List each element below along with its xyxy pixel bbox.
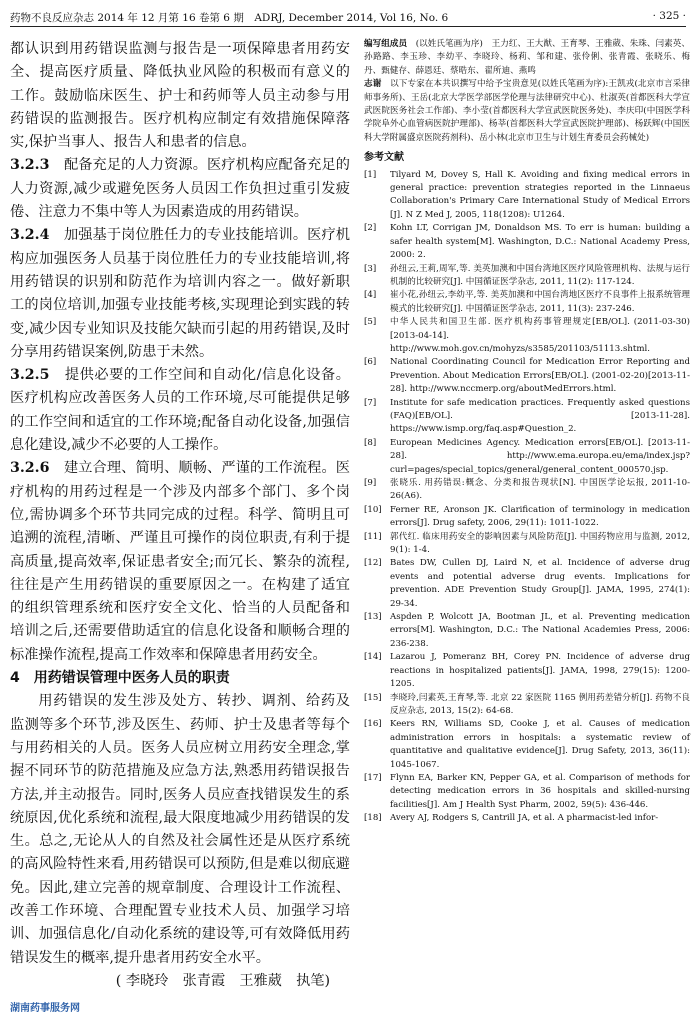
- section-text: 配备充足的人力资源。医疗机构应配备充足的人力资源,减少或避免医务人员因工作负担过重引发疲倦、注意力不集中等人为因素造成的用药错误。: [10, 157, 350, 221]
- section-3-2-4: [10, 224, 350, 364]
- reference-number: [7]: [364, 397, 377, 408]
- reference-text: 李晓玲,闫素英,王育琴,等. 北京 22 家医院 1165 例用药差错分析[J]. 药物不良反应杂志, 2013, 15(2): 64-68.: [390, 692, 690, 716]
- section-3-2-5: [10, 364, 350, 457]
- reference-item: [364, 718, 690, 772]
- reference-item: [364, 611, 690, 651]
- section-3-2-3: [10, 154, 350, 224]
- acknowledgement-label: 志谢: [364, 79, 382, 90]
- reference-number: [2]: [364, 223, 377, 234]
- reference-item: [364, 772, 690, 812]
- editors-paragraph: [364, 38, 690, 78]
- reference-text: 孙纽云,王莉,周军,等. 美英加澳和中国台湾地区医疗风险管理机构、法规与运行机制的比较研究[J]. 中国循证医学杂志, 2011, 11(2): 117-124.: [390, 263, 690, 287]
- reference-item: [364, 437, 690, 477]
- editors-label: 编写组成员: [364, 39, 408, 49]
- reference-item: [364, 504, 690, 531]
- acknowledgement-paragraph: [364, 78, 690, 145]
- running-header: [10, 8, 686, 27]
- reference-number: [4]: [364, 290, 377, 301]
- reference-text: Aspden P, Wolcott JA, Bootman JL, et al. Preventing medication errors[M]. Washington, D.C.: The National Academies Press, 2006: 236-238.: [390, 612, 690, 649]
- reference-number: [11]: [364, 531, 382, 542]
- section-number: 3.2.5: [10, 367, 50, 384]
- reference-number: [3]: [364, 263, 377, 274]
- reference-item: [364, 316, 690, 356]
- reference-item: [364, 397, 690, 437]
- paragraph-reporting: 都认识到用药错误监测与报告是一项保障患者用药安全、提高医疗质量、降低执业风险的积极而有意义的工作。鼓励临床医生、护士和药师等人员主动参与用药错误的监测报告。医疗机构应制定有效措施保障落实,保护当事人、报告人和患者的信息。: [10, 41, 350, 151]
- section-number: 3.2.4: [10, 227, 50, 244]
- reference-number: [16]: [364, 719, 382, 730]
- reference-text: 中华人民共和国卫生部. 医疗机构药事管理规定[EB/OL]. (2011-03-30)[2013-04-14]. http://www.moh.gov.cn/mohyzs/s3585/201103/51113.shtml.: [390, 317, 690, 354]
- reference-item: [364, 557, 690, 611]
- section-number: 3.2.3: [10, 157, 50, 174]
- editors-text: (以姓氏笔画为序) 王力红、王大猷、王育琴、王雅葳、朱珠、闫素英、孙路路、李玉珍、李幼平、李晓玲、杨莉、邹和建、张伶俐、张青霞、张晓乐、梅丹、甄健存、薛恩廷、蔡晧东、翟所迪、燕鸣: [364, 39, 690, 76]
- reference-item: [364, 651, 690, 691]
- reference-text: Avery AJ, Rodgers S, Cantrill JA, et al. A pharmacist-led infor-: [390, 813, 659, 824]
- reference-item: [364, 531, 690, 558]
- reference-item: [364, 692, 690, 719]
- section-text: 提供必要的工作空间和自动化/信息化设备。医疗机构应改善医务人员的工作环境,尽可能提供足够的工作空间和适宜的工作环境;配备自动化设备,加强信息化建设,减少不必要的人工操作。: [10, 367, 350, 454]
- section-4-paragraph: 用药错误的发生涉及处方、转抄、调剂、给药及监测等多个环节,涉及医生、药师、护士及患者等每个与用药相关的人员。医务人员应树立用药安全理念,掌握不同环节的防范措施及应急方法,熟悉用药错误报告方法,并主动报告。同时,医务人员应查找错误发生的系统原因,优化系统和流程,最大限度地减少用药错误的发生。总之,无论从人的自然及社会属性还是从医疗系统的高风险特性来看,用药错误可以预防,但是难以彻底避免。因此,建立完善的规章制度、合理设计工作流程、改善工作环境、合理配置专业技术人员、加强学习培训、加强信息化/自动化系统的建设等,可有效降低用药错误发生的概率,提升患者用药安全水平。: [10, 693, 350, 966]
- reference-number: [12]: [364, 558, 382, 569]
- reference-number: [18]: [364, 813, 382, 824]
- reference-text: Bates DW, Cullen DJ, Laird N, et al. Incidence of adverse drug events and potential adverse drug events. Implications for prevention. ADE Prevention Study Group[J]. JAMA, 1995, 274(1): 29-34.: [390, 558, 690, 609]
- reference-text: National Coordinating Council for Medication Error Reporting and Prevention. About Medication Errors[EB/OL]. (2001-02-20)[2013-11-28]. http://www.nccmerp.org/aboutMedErrors.html.: [390, 357, 690, 395]
- page-number: · 325 ·: [652, 10, 686, 22]
- reference-item: [364, 169, 690, 223]
- reference-text: Flynn EA, Barker KN, Pepper GA, et al. Comparison of methods for detecting medication errors in 36 hospitals and skilled-nursing facilities[J]. Am J Health Syst Pharm, 2002, 59(5): 436-446.: [390, 772, 690, 810]
- reference-number: [17]: [364, 772, 382, 783]
- reference-item: [364, 289, 690, 316]
- section-number: 3.2.6: [10, 460, 50, 477]
- reference-item: [364, 263, 690, 290]
- section-4-heading: 4 用药错误管理中医务人员的职责: [10, 670, 230, 687]
- reference-text: Kohn LT, Corrigan JM, Donaldson MS. To err is human: building a safer health system[M]. Washington, D.C.: National Academy Press, 2000: 2.: [390, 223, 690, 261]
- author-byline: ( 李晓玲 张青霞 王雅葳 执笔): [115, 972, 330, 989]
- section-text: 建立合理、简明、顺畅、严谨的工作流程。医疗机构的用药过程是一个涉及内部多个部门、多个岗位,需协调多个环节共同完成的过程。科学、简明且可追溯的流程,清晰、严谨且可操作的岗位职责,有利于提高质量,提高效率,保证患者安全;而冗长、繁杂的流程,往往是产生用药错误的重要原因之一。在构建了适宜的组织管理系统和医疗安全文化、恰当的人员配备和培训之后,还需要借助适宜的信息化设备和顺畅合理的标准操作流程,提高工作效率和保障患者用药安全。: [10, 460, 350, 663]
- reference-text: Tilyard M, Dovey S, Hall K. Avoiding and fixing medical errors in general practice: prevention strategies reported in the Linnaeus Collaboration's Primary Care International Study of Medical Errors [J]. N Z Med J, 2005, 118(1208): U1264.: [390, 169, 690, 220]
- site-watermark: 湖南药事服务网: [10, 1003, 80, 1014]
- reference-number: [1]: [364, 169, 377, 180]
- left-column: [10, 38, 350, 993]
- reference-number: [5]: [364, 317, 377, 328]
- reference-text: 郭代红. 临床用药安全的影响因素与风险防范[J]. 中国药物应用与监测, 2012, 9(1): 1-4.: [390, 531, 690, 556]
- reference-number: [10]: [364, 504, 382, 515]
- right-column: [364, 38, 690, 826]
- reference-number: [9]: [364, 478, 377, 488]
- reference-item: [364, 222, 690, 262]
- reference-item: [364, 812, 690, 825]
- reference-number: [8]: [364, 437, 377, 448]
- section-3-2-6: [10, 457, 350, 667]
- journal-citation: 药物不良反应杂志 2014 年 12 月第 16 卷第 6 期 ADRJ, December 2014, Vol 16, No. 6: [10, 12, 449, 24]
- reference-text: 张晓乐. 用药错误:概念、分类和报告现状[N]. 中国医学论坛报, 2011-10-26(A6).: [390, 478, 690, 502]
- reference-number: [6]: [364, 357, 377, 368]
- reference-text: Lazarou J, Pomeranz BH, Corey PN. Incidence of adverse drug reactions in hospitalized patients[J]. JAMA, 1998, 279(15): 1200-1205.: [390, 652, 690, 690]
- reference-number: [13]: [364, 612, 382, 623]
- reference-text: Ferner RE, Aronson JK. Clarification of terminology in medication errors[J]. Drug safety, 2006, 29(11): 1011-1022.: [390, 504, 690, 529]
- reference-list: [364, 169, 690, 826]
- reference-number: [14]: [364, 652, 382, 663]
- acknowledgement-text: 以下专家在本共识撰写中给予宝贵意见(以姓氏笔画为序):王凯戎(北京市言采律师事务所)、王岳(北京大学医学部医学伦理与法律研究中心)、杜淑英(首都医科大学宣武医院医务社会工作部)、李小莹(首都医科大学宣武医院医务处)、李庆印(中国医学科学院阜外心血管病医院护理部)、杨莘(首都医科大学宣武医院护理部)、杨跃辉(中国医科大学附属盛京医院药剂科)、岳小林(北京市卫生与计划生育委员会药械处): [364, 79, 690, 143]
- reference-item: [364, 477, 690, 504]
- reference-number: [15]: [364, 692, 382, 703]
- section-text: 加强基于岗位胜任力的专业技能培训。医疗机构应加强医务人员基于岗位胜任力的专业技能培训,将用药错误的识别和防范作为培训内容之一。做好新职工的岗位培训,加强专业技能考核,实现理论到实践的转变,减少因专业知识及技能欠缺而引起的用药错误,及时分享用药错误案例,防患于未然。: [10, 227, 350, 360]
- references-heading: 参考文献: [364, 152, 404, 164]
- reference-text: Keers RN, Williams SD, Cooke J, et al. Causes of medication administration errors in hospitals: a systematic review of quantitative and qualitative evidence[J]. Drug Safety, 2013, 36(11): 1045-1067.: [390, 719, 690, 770]
- reference-text: European Medicines Agency. Medication errors[EB/OL]. [2013-11-28]. http://www.ema.europa.eu/ema/index.jsp?curl=pages/special_topics/general/general_content_000570.jsp.: [390, 437, 690, 475]
- reference-text: Institute for safe medication practices. Frequently asked questions (FAQ)[EB/OL]. [2013-11-28]. https://www.ismp.org/faq.asp#Question_2.: [390, 397, 690, 435]
- reference-text: 崔小花,孙纽云,李幼平,等. 美英加澳和中国台湾地区医疗不良事件上报系统管理模式的比较研究[J]. 中国循证医学杂志, 2011, 11(3): 237-246.: [390, 290, 690, 314]
- reference-item: [364, 356, 690, 396]
